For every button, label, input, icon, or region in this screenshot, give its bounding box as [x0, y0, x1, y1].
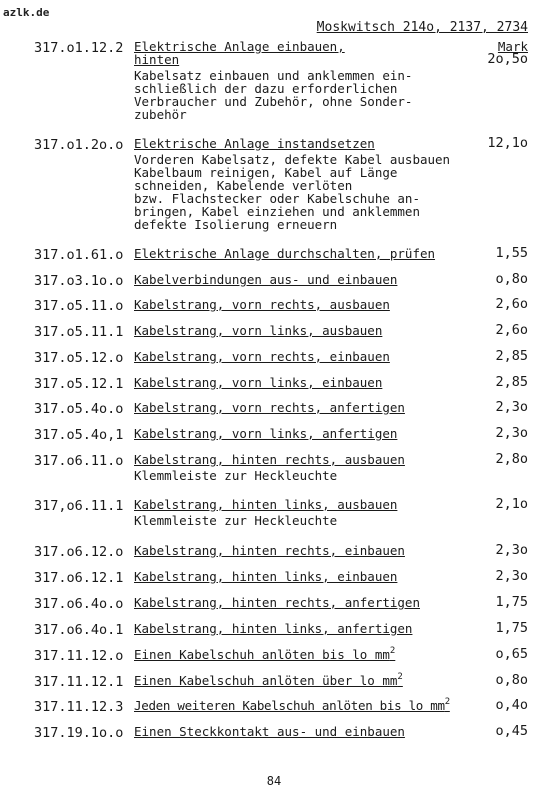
entry-description — [134, 298, 484, 311]
entry-description — [134, 40, 484, 121]
superscript: 2 — [397, 672, 403, 682]
entry-body: Kabelsatz einbauen und anklemmen ein- schließlich der dazu erforderlichen Verbraucher und Zubehör, ohne Sonder- zubehör — [134, 68, 413, 122]
entry-heading-text: Einen Kabelschuh anlöten bis lo mm — [134, 647, 390, 662]
entry-price: 2,6o — [495, 322, 528, 338]
entry-description — [134, 622, 484, 635]
entry-description — [134, 376, 484, 389]
entry-description — [134, 427, 484, 440]
entry-description — [134, 570, 484, 583]
entry-number: 317.o6.11.o — [34, 453, 124, 469]
entry-number: 317.19.1o.o — [34, 725, 124, 741]
entry-heading: Kabelstrang, hinten links, einbauen — [134, 569, 398, 584]
entry-description — [134, 596, 484, 609]
entry-price: o,8o — [495, 672, 528, 688]
entry-price — [487, 40, 528, 66]
entry-price: o,8o — [495, 271, 528, 287]
entry-heading-text: Einen Kabelschuh anlöten über lo mm — [134, 673, 398, 688]
entry-heading: Kabelstrang, vorn rechts, anfertigen — [134, 400, 405, 415]
superscript: 2 — [389, 646, 396, 656]
entry-price: 2,8o — [495, 451, 528, 467]
entry-price: 1,75 — [495, 594, 528, 610]
entry-heading: Kabelstrang, hinten links, anfertigen — [134, 621, 413, 636]
page-number: 84 — [266, 774, 282, 788]
entry-heading: Kabelstrang, hinten rechts, einbauen — [134, 543, 405, 558]
entry-number: 317,o6.11.1 — [34, 498, 124, 514]
entry-heading — [134, 648, 484, 661]
entry-description — [134, 544, 484, 557]
entry-description — [134, 247, 484, 260]
entry-number: 317.o1.61.o — [34, 247, 124, 263]
entry-heading: Kabelstrang, vorn rechts, einbauen — [134, 349, 390, 364]
entry-heading-text: Jeden weiteren Kabelschuh anlöten bis lo mm — [134, 698, 445, 713]
entry-number: 317.o6.12.1 — [34, 570, 124, 586]
entry-description — [134, 648, 484, 661]
entry-number: 317.o5.4o.o — [34, 401, 124, 417]
entry-price: 1,55 — [495, 245, 528, 261]
entry-number: 317.o5.11.1 — [34, 324, 124, 340]
entry-price: 2,3o — [495, 542, 528, 558]
entry-heading: Kabelstrang, vorn rechts, ausbauen — [134, 297, 390, 312]
entry-heading: Kabelstrang, vorn links, ausbauen — [134, 323, 383, 338]
entry-price: o,4o — [495, 697, 528, 713]
entry-number: 317.o1.2o.o — [34, 137, 124, 153]
entry-number: 317.o1.12.2 — [34, 40, 124, 56]
entry-heading: Kabelverbindungen aus- und einbauen — [134, 272, 398, 287]
entry-price: 2,3o — [495, 568, 528, 584]
entry-description — [134, 324, 484, 337]
entry-price: 12,1o — [487, 135, 528, 151]
entry-number: 317.11.12.3 — [34, 699, 124, 715]
entry-heading: Einen Steckkontakt aus- und einbauen — [134, 724, 405, 739]
entry-number: 317.o5.4o,1 — [34, 427, 124, 443]
entry-heading: Elektrische Anlage instandsetzen — [134, 136, 375, 151]
entry-price: o,65 — [495, 646, 528, 662]
entry-description — [134, 350, 484, 363]
entry-description — [134, 674, 484, 687]
price-column-label: Mark — [497, 39, 528, 54]
entry-heading: Kabelstrang, hinten rechts, ausbauen — [134, 452, 405, 467]
entry-price: 2,85 — [495, 348, 528, 364]
entry-price: 1,75 — [495, 620, 528, 636]
entry-number: 317.o5.12.o — [34, 350, 124, 366]
entry-heading: Elektrische Anlage einbauen, hinten — [134, 39, 345, 67]
entry-number: 317.o6.4o.1 — [34, 622, 124, 638]
site-watermark: azlk.de — [3, 6, 50, 19]
entry-body: Klemmleiste zur Heckleuchte — [134, 468, 338, 483]
entry-heading — [134, 699, 484, 712]
entry-price: 2,3o — [495, 425, 528, 441]
entry-description — [134, 273, 484, 286]
entry-price-value: 2o,5o — [487, 51, 528, 67]
entry-price: o,45 — [495, 723, 528, 739]
entry-description — [134, 401, 484, 414]
entry-description — [134, 699, 484, 712]
entry-price: 2,1o — [495, 496, 528, 512]
entry-body: Vorderen Kabelsatz, defekte Kabel ausbauen Kabelbaum reinigen, Kabel auf Länge schneiden, Kabelende verlöten bzw. Flachstecker oder Kabelschuhe an- bringen, Kabel einziehen und anklemmen defekte Isolierung erneuern — [134, 152, 451, 232]
entry-heading: Kabelstrang, hinten rechts, anfertigen — [134, 595, 420, 610]
entry-number: 317.o5.11.o — [34, 298, 124, 314]
superscript: 2 — [444, 697, 450, 707]
entry-price: 2,85 — [495, 374, 528, 390]
entry-number: 317.o5.12.1 — [34, 376, 124, 392]
entry-price: 2,3o — [495, 399, 528, 415]
entry-body: Klemmleiste zur Heckleuchte — [134, 513, 338, 528]
entry-description — [134, 453, 484, 482]
page-title: Moskwitsch 214o, 2137, 2734 — [316, 20, 528, 35]
entry-description — [134, 137, 484, 231]
entry-number: 317.o3.1o.o — [34, 273, 124, 289]
entry-heading: Kabelstrang, vorn links, anfertigen — [134, 426, 398, 441]
entry-heading: Elektrische Anlage durchschalten, prüfen — [134, 246, 436, 261]
entry-number: 317.o6.4o.o — [34, 596, 124, 612]
entry-heading — [134, 674, 484, 687]
entry-number: 317.11.12.1 — [34, 674, 124, 690]
entry-number: 317.11.12.o — [34, 648, 124, 664]
entry-price: 2,6o — [495, 296, 528, 312]
entry-description — [134, 725, 484, 738]
entry-number: 317.o6.12.o — [34, 544, 124, 560]
entry-heading: Kabelstrang, vorn links, einbauen — [134, 375, 383, 390]
entry-description — [134, 498, 484, 527]
entry-heading: Kabelstrang, hinten links, ausbauen — [134, 497, 398, 512]
